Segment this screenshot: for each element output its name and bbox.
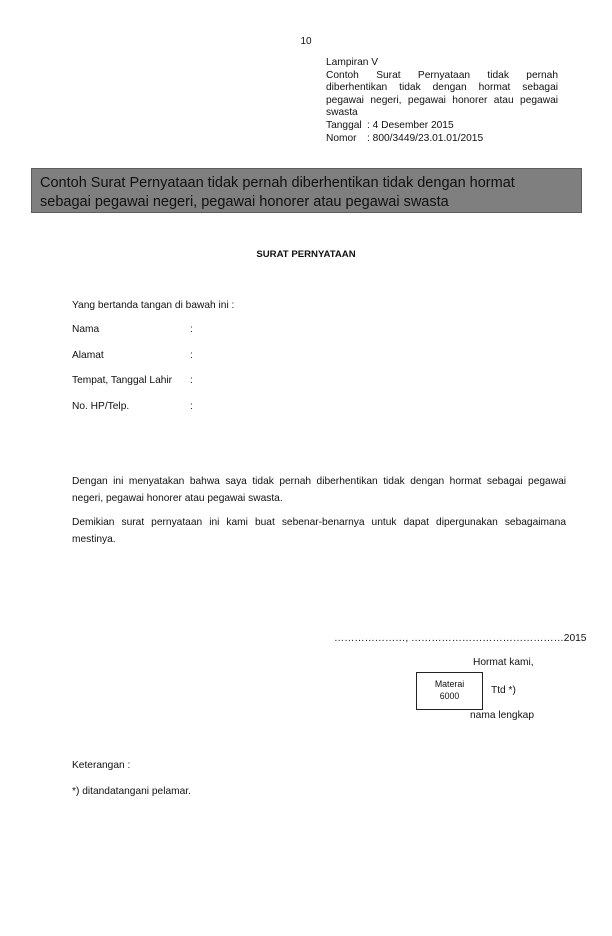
signature-note: Ttd *) <box>491 685 516 696</box>
attachment-caption-last: swasta <box>326 107 358 119</box>
example-banner <box>31 168 582 213</box>
attachment-title: Lampiran V <box>326 57 379 68</box>
closing-paragraph: Demikian surat pernyataan ini kami buat sebenar-benarnya untuk dapat dipergunakan sebagaimana mestinya. <box>72 517 566 545</box>
field-colon: : <box>190 324 193 335</box>
page-number: 10 <box>300 36 312 47</box>
banner-line: sebagai pegawai negeri, pegawai honorer atau pegawai swasta <box>40 194 449 210</box>
stamp-label: Materai <box>434 679 465 689</box>
letter-title: SURAT PERNYATAAN <box>256 249 356 260</box>
field-colon: : <box>190 401 193 412</box>
statement-paragraph: Dengan ini menyatakan bahwa saya tidak pernah diberhentikan tidak dengan hormat sebagai pegawai negeri, pegawai honorer atau pegawai swasta. <box>72 476 566 504</box>
attachment-caption-line: diberhentikan tidak dengan hormat sebagai <box>326 82 558 94</box>
closing-salutation: Hormat kami, <box>473 657 534 668</box>
letter-intro: Yang bertanda tangan di bawah ini : <box>72 300 235 311</box>
signer-name: nama lengkap <box>470 710 535 721</box>
stamp-value: 6000 <box>439 691 460 701</box>
attachment-number-label: Nomor <box>326 132 357 144</box>
attachment-header <box>326 57 558 145</box>
signature-date-line: …………………, ………………………………………2015 <box>334 633 587 644</box>
attachment-date-value: : 4 Desember 2015 <box>367 119 454 131</box>
attachment-date-label: Tanggal <box>326 119 362 131</box>
attachment-number-value: : 800/3449/23.01.01/2015 <box>367 132 484 144</box>
field-colon: : <box>190 350 193 361</box>
banner-line: Contoh Surat Pernyataan tidak pernah diberhentikan tidak dengan hormat <box>40 175 515 191</box>
field-colon: : <box>190 375 193 386</box>
stamp-box <box>416 672 483 710</box>
field-label-no-hp: No. HP/Telp. <box>72 401 130 412</box>
notes-heading: Keterangan : <box>72 760 131 771</box>
notes-text: *) ditandatangani pelamar. <box>72 786 191 797</box>
field-label-tempat-tanggal-lahir: Tempat, Tanggal Lahir <box>72 375 173 386</box>
field-label-alamat: Alamat <box>72 350 104 361</box>
attachment-caption-line: Contoh Surat Pernyataan tidak pernah <box>326 69 558 81</box>
attachment-date <box>326 120 558 133</box>
field-label-nama: Nama <box>72 324 100 335</box>
attachment-number <box>326 133 558 146</box>
attachment-caption-line: pegawai negeri, pegawai honorer atau pegawai <box>326 94 558 106</box>
